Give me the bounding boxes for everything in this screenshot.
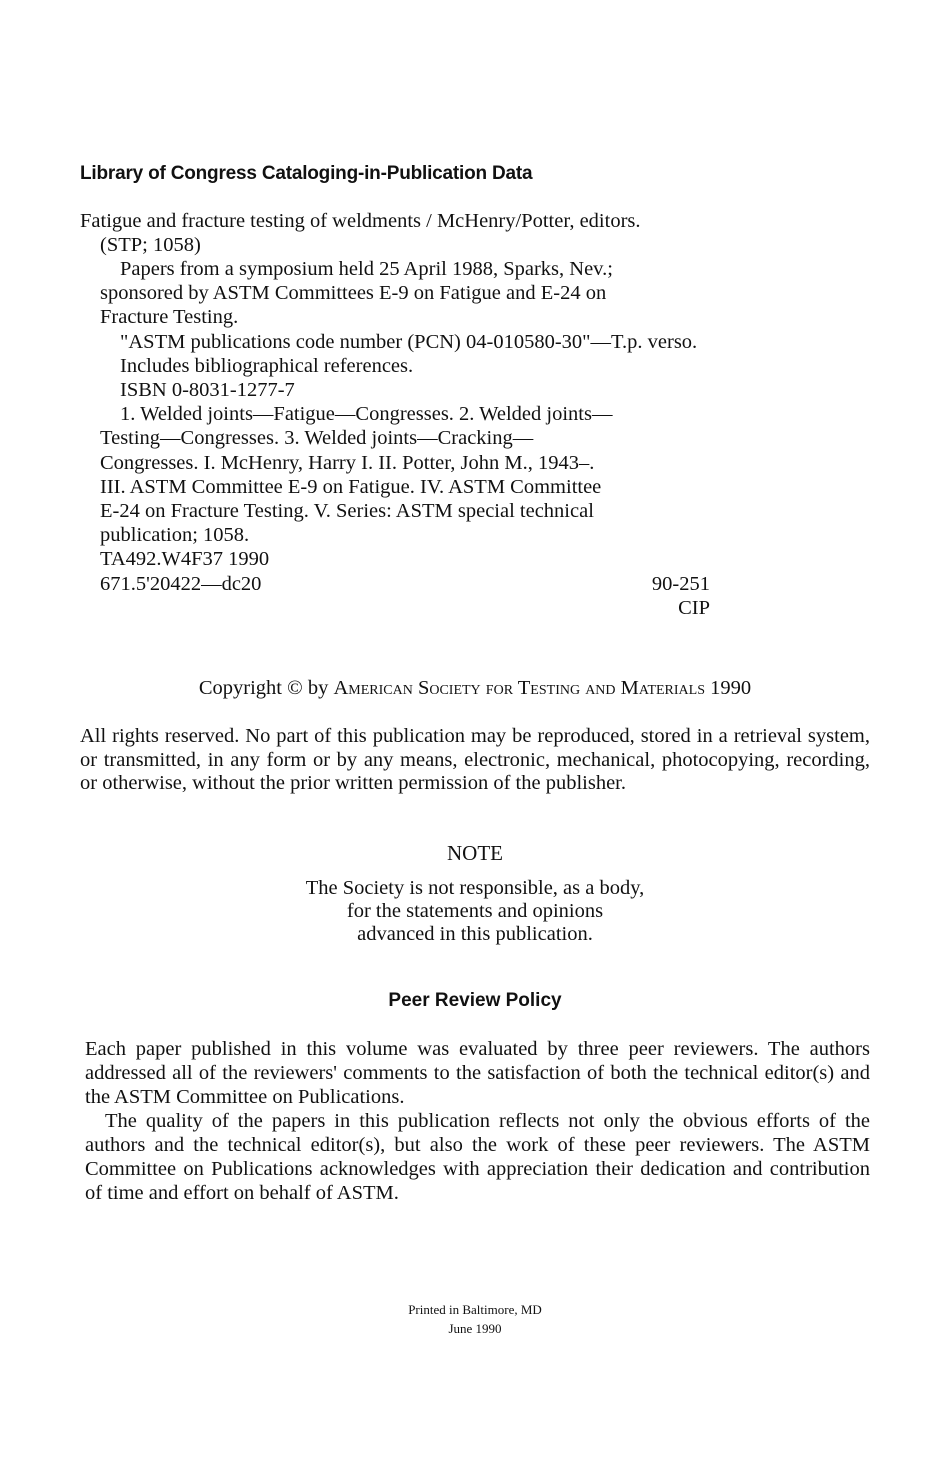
cip-isbn-line: ISBN 0-8031-1277-7: [120, 379, 295, 401]
note-line: for the statements and opinions: [346, 900, 604, 922]
note-line: advanced in this publication.: [357, 923, 593, 945]
cip-call-number: TA492.W4F37 1990: [100, 548, 270, 570]
cip-note-line: "ASTM publications code number (PCN) 04-010580-30"—T.p. verso.: [120, 331, 698, 353]
cip-heading: Library of Congress Cataloging-in-Publication Data: [80, 163, 533, 184]
peer-review-heading: Peer Review Policy: [388, 990, 562, 1011]
printed-date: June 1990: [448, 1321, 502, 1336]
note-line: The Society is not responsible, as a body,: [305, 877, 645, 899]
rights-statement: All rights reserved. No part of this publication may be reproduced, stored in a retrieval system, or transmitted, in any form or by any means, electronic, mechanical, photocopying, recording, or otherwise, without the prior written permission of the publisher.: [80, 725, 870, 794]
cip-title-line: Fatigue and fracture testing of weldments / McHenry/Potter, editors.: [80, 210, 641, 232]
cip-note-line: Fracture Testing.: [100, 306, 239, 328]
cip-subject-line: publication; 1058.: [100, 524, 250, 546]
note-heading: NOTE: [447, 841, 503, 865]
cip-dewey-number: 671.5'20422—dc20: [100, 573, 262, 595]
cip-subject-line: Testing—Congresses. 3. Welded joints—Cracking—: [100, 427, 534, 449]
cip-subject-line: 1. Welded joints—Fatigue—Congresses. 2. Welded joints—: [120, 403, 613, 425]
cip-lccn: 90-251: [651, 573, 710, 595]
peer-review-paragraph: Each paper published in this volume was evaluated by three peer reviewers. The authors addressed all of the reviewers' comments to the satisfaction of both the technical editor(s) and the ASTM Committee on Publications.: [85, 1038, 870, 1108]
copyright-prefix: Copyright © by: [198, 677, 329, 699]
cip-subject-line: E-24 on Fracture Testing. V. Series: ASTM special technical: [100, 500, 594, 522]
cip-series-line: (STP; 1058): [100, 234, 201, 256]
cip-note-line: sponsored by ASTM Committees E-9 on Fatigue and E-24 on: [100, 282, 607, 304]
printed-place: Printed in Baltimore, MD: [408, 1302, 542, 1317]
cip-subject-line: III. ASTM Committee E-9 on Fatigue. IV. ASTM Committee: [100, 476, 602, 498]
peer-review-paragraph: The quality of the papers in this publication reflects not only the obvious efforts of the authors and the technical editor(s), but also the work of these peer reviewers. The ASTM Committee on Publications acknowledges with appreciation their dedication and contribution of time and effort on behalf of ASTM.: [85, 1110, 870, 1204]
cip-label: CIP: [678, 597, 710, 619]
copyright-org: American Society for Testing and Materials: [333, 677, 705, 699]
copyright-line: [0, 677, 950, 700]
cip-note-line: Includes bibliographical references.: [120, 355, 414, 377]
cip-subject-line: Congresses. I. McHenry, Harry I. II. Potter, John M., 1943–.: [100, 452, 595, 474]
copyright-year: 1990: [710, 677, 752, 699]
cip-note-line: Papers from a symposium held 25 April 1988, Sparks, Nev.;: [120, 258, 613, 280]
